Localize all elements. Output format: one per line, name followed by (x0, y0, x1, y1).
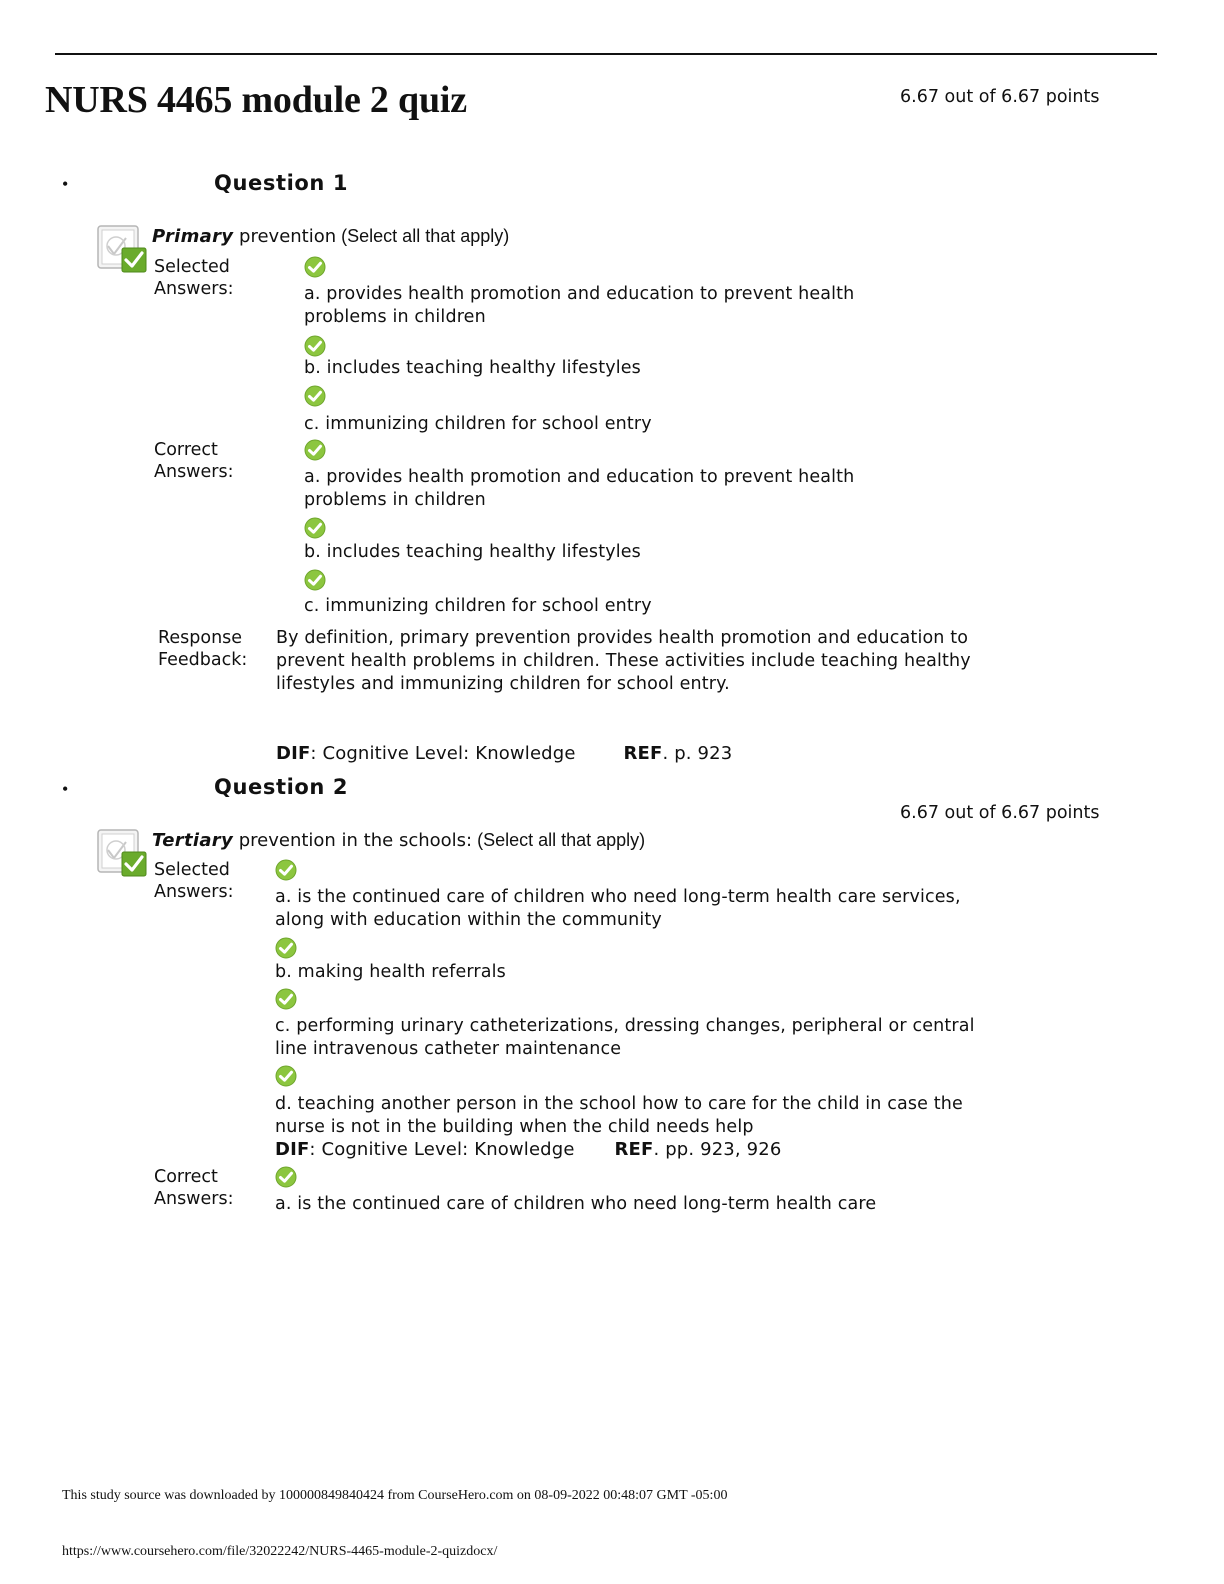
selected-answer: b. making health referrals (275, 962, 506, 982)
selected-answers-label: Selected Answers: (154, 860, 234, 902)
correct-check-icon (304, 385, 326, 407)
dif-label: DIF (275, 1139, 310, 1160)
question-status-icon (96, 224, 148, 276)
ref-text: . pp. 923, 926 (653, 1139, 782, 1160)
question-2-score: 6.67 out of 6.67 points (900, 803, 1100, 823)
selected-answer: c. performing urinary catheterizations, dressing changes, peripheral or central line intravenous catheter maintenance (275, 1016, 975, 1059)
prompt-emphasis: Primary (152, 226, 234, 247)
ref-text: . p. 923 (662, 743, 733, 764)
source-url-link[interactable]: https://www.coursehero.com/file/32022242/NURS-4465-module-2-quizdocx/ (62, 1544, 498, 1559)
page-title: NURS 4465 module 2 quiz (45, 79, 467, 121)
question-1-prompt (152, 226, 509, 247)
dif-label: DIF (276, 743, 311, 764)
question-1-metadata (276, 743, 732, 764)
correct-check-icon (304, 569, 326, 591)
correct-check-icon (275, 859, 297, 881)
correct-check-icon (304, 517, 326, 539)
question-2-prompt (152, 830, 645, 851)
dif-text: : Cognitive Level: Knowledge (309, 1139, 575, 1160)
prompt-suffix: (Select all that apply) (336, 226, 510, 246)
prompt-emphasis: Tertiary (152, 830, 233, 851)
download-notice: This study source was downloaded by 100000849840424 from CourseHero.com on 08-09-2022 00:48:07 GMT -05:00 (62, 1488, 728, 1503)
correct-check-icon (275, 1065, 297, 1087)
selected-answers-label: Selected Answers: (154, 257, 234, 299)
correct-check-icon (275, 1166, 297, 1188)
response-feedback-label: Response Feedback: (158, 628, 248, 670)
selected-answer: a. provides health promotion and education to prevent health problems in children (304, 284, 855, 327)
selected-answer: c. immunizing children for school entry (304, 414, 652, 434)
ref-label: REF (614, 1139, 654, 1160)
bullet-icon: • (62, 779, 69, 799)
correct-answer: c. immunizing children for school entry (304, 596, 652, 616)
correct-check-icon (304, 335, 326, 357)
prompt-text: prevention in the schools: (232, 830, 473, 851)
prompt-suffix: (Select all that apply) (472, 830, 646, 850)
correct-check-icon (304, 256, 326, 278)
correct-check-icon (275, 988, 297, 1010)
question-1-score: 6.67 out of 6.67 points (900, 87, 1100, 107)
selected-answer: b. includes teaching healthy lifestyles (304, 358, 641, 378)
correct-check-icon (304, 439, 326, 461)
question-2-heading: Question 2 (214, 775, 349, 799)
correct-answers-label: Correct Answers: (154, 440, 234, 482)
correct-answer: b. includes teaching healthy lifestyles (304, 542, 641, 562)
selected-answer: a. is the continued care of children who need long-term health care services, along with education within the community (275, 887, 961, 930)
correct-answer: a. provides health promotion and education to prevent health problems in children (304, 467, 855, 510)
selected-answer: d. teaching another person in the school how to care for the child in case the nurse is not in the building when the child needs help (275, 1094, 963, 1137)
dif-text: : Cognitive Level: Knowledge (310, 743, 576, 764)
question-status-icon (96, 828, 148, 880)
correct-check-icon (275, 937, 297, 959)
prompt-text: prevention (233, 226, 337, 247)
question-1-heading: Question 1 (214, 171, 349, 195)
bullet-icon: • (62, 174, 69, 194)
correct-answers-label: Correct Answers: (154, 1167, 234, 1209)
ref-label: REF (623, 743, 663, 764)
correct-answer: a. is the continued care of children who need long-term health care (275, 1194, 877, 1214)
question-2-metadata (275, 1139, 781, 1160)
top-rule (55, 53, 1157, 55)
response-feedback: By definition, primary prevention provides health promotion and education to prevent health problems in children. These activities include teaching healthy lifestyles and immunizing children for school entry. (276, 628, 971, 694)
